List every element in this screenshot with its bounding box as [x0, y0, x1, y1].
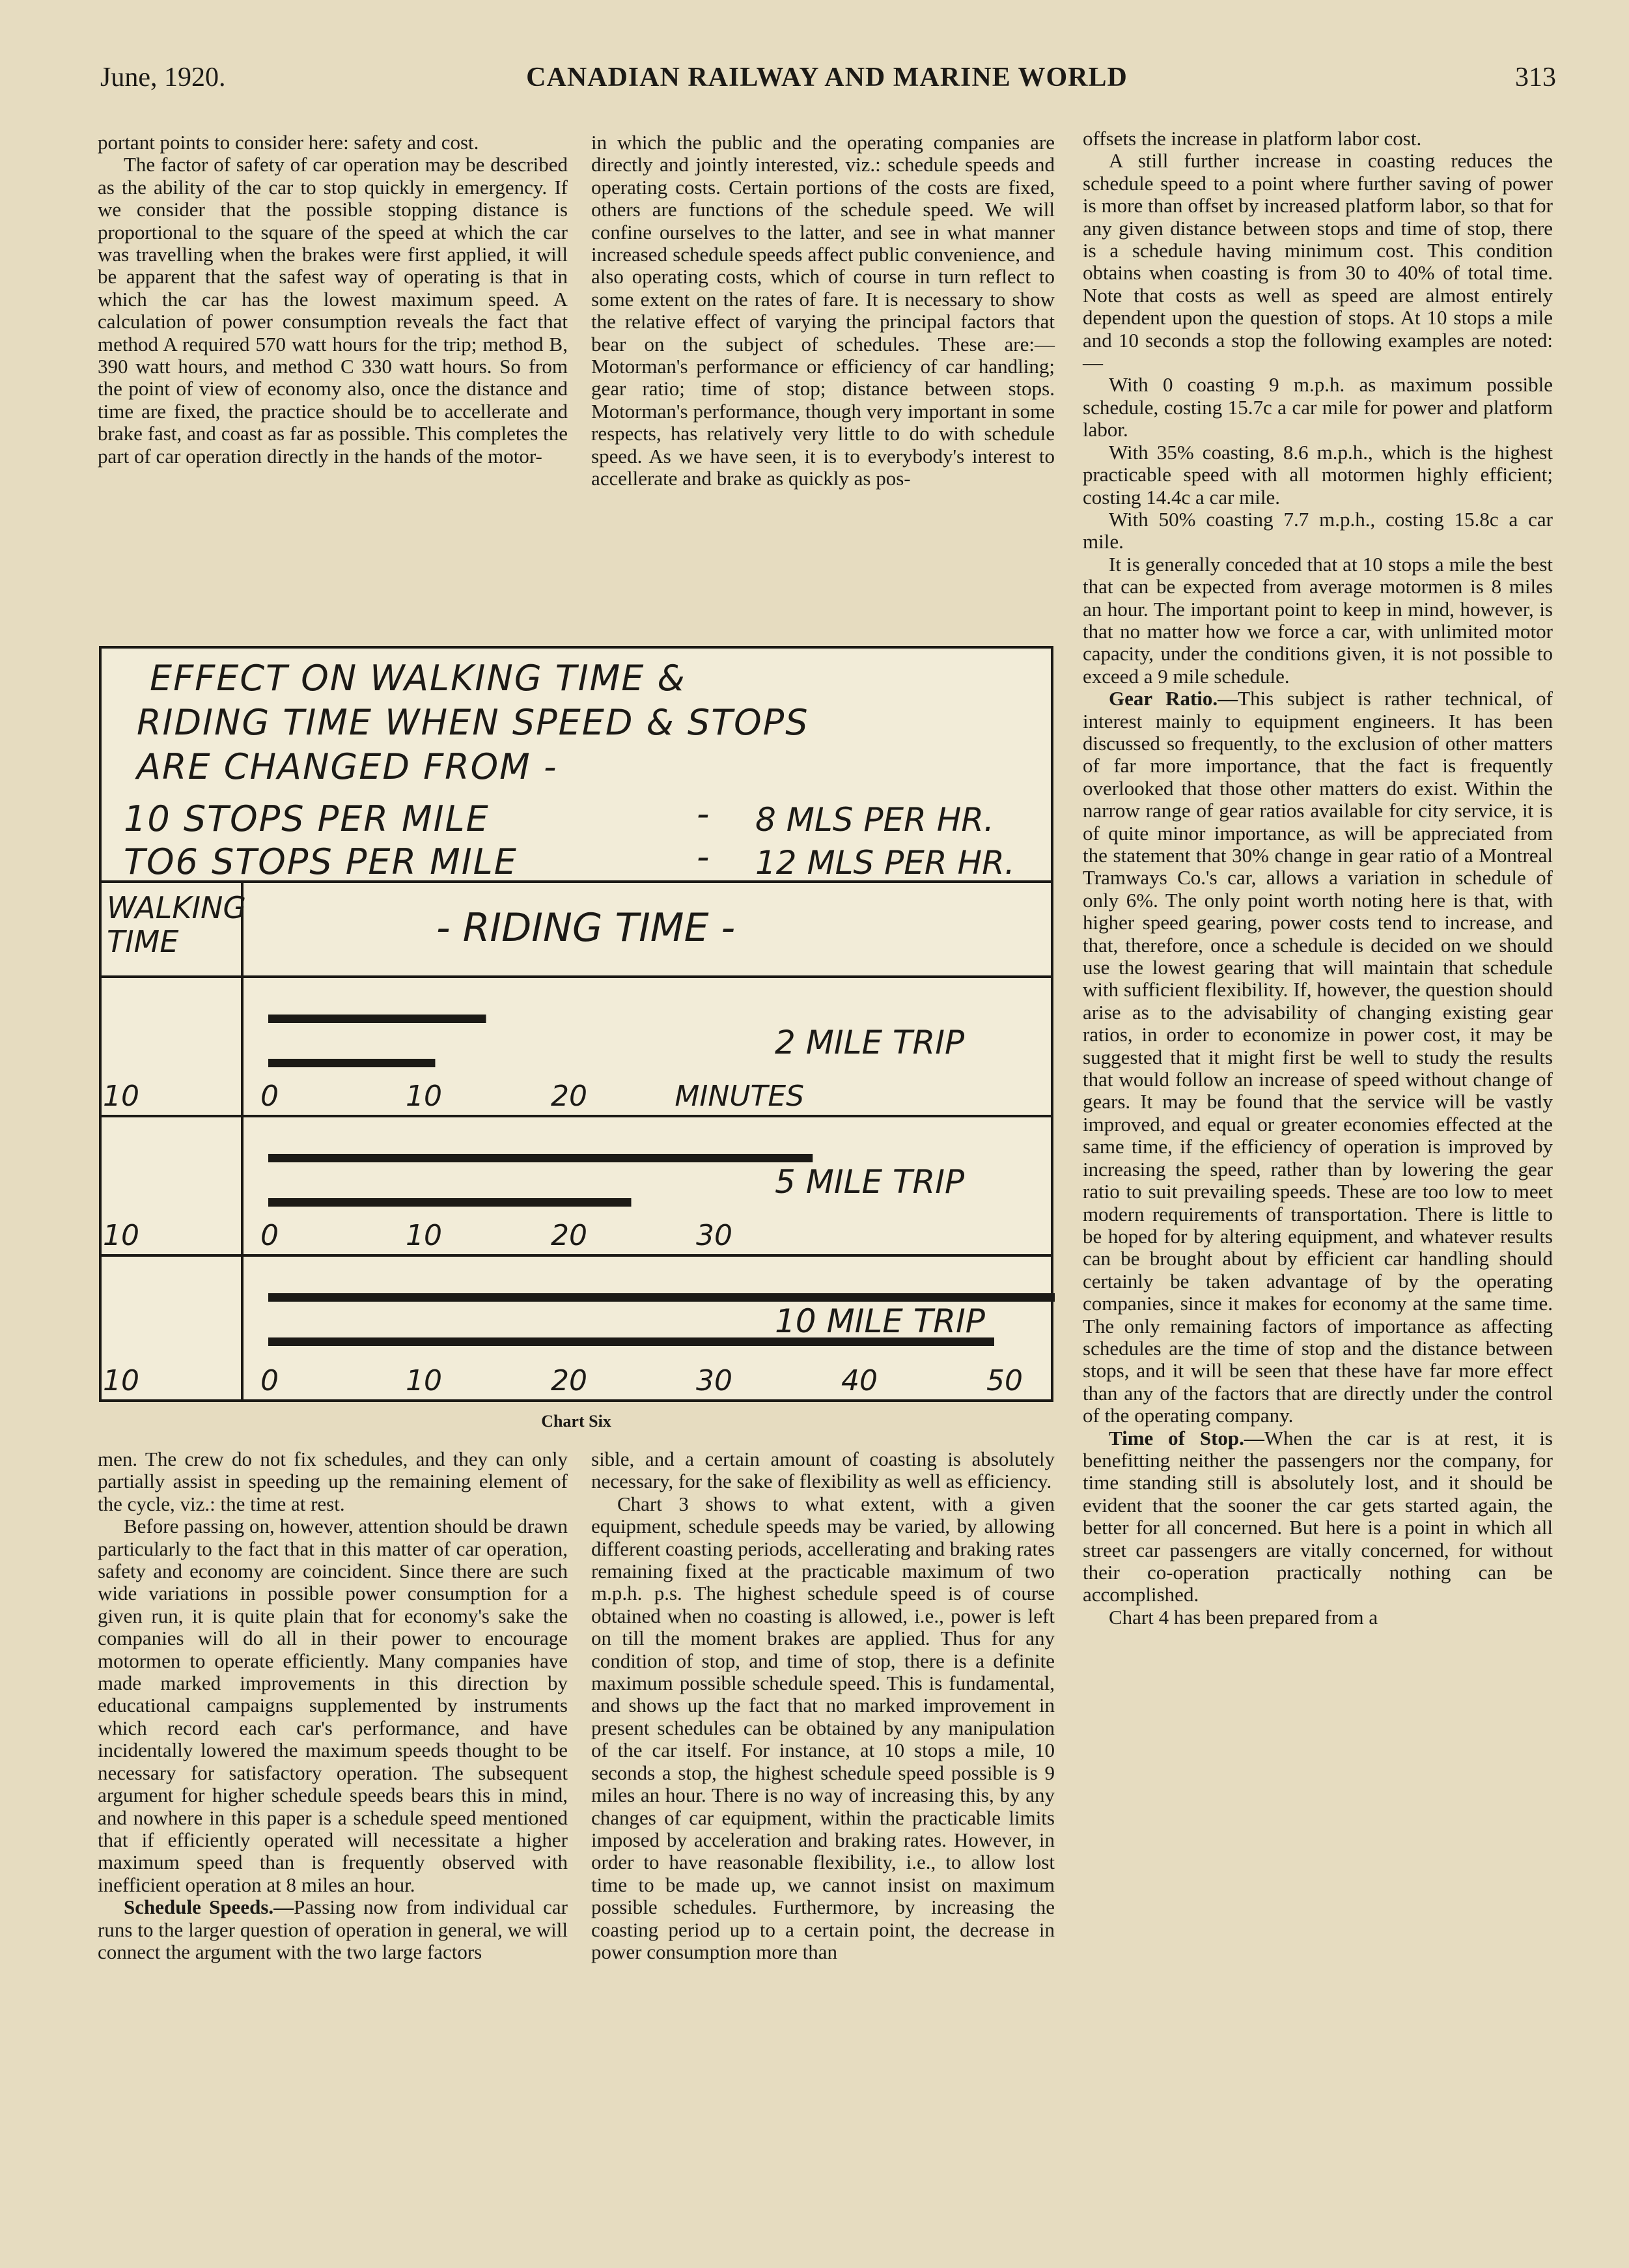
walking-label: TIME — [107, 924, 179, 959]
column-1-top — [98, 132, 568, 468]
trip-label: 5 MILE TRIP — [775, 1163, 965, 1201]
riding-label: - RIDING TIME - — [436, 905, 736, 951]
axis-tick-label: 0 — [260, 1080, 279, 1113]
paragraph-text: This subject is rather technical, of interest mainly to equipment engineers. It has been discussed so frequently, to the exclusion of other matters of far more importance, that the fact is frequently overlooked that those other matters do exist. Within the narrow range of gear ratios available for city service, it is of quite minor importance, as will be appreciated from the statement that 30% change in gear ratio of a Montreal Tramways Co.'s car, allows a variation in schedule of only 6%. The only point worth noting here is that, with higher speed gearing, power costs tend to increase, and that, therefore, once a schedule is decided on we should use the lowest gearing that will maintain that schedule with sufficient flexibility. If, however, the question should arise as to the advisability of changing existing gear ratios, in order to economize in power cost, it may be suggested that it might first be well to study the results that would follow an increase of speed without change of gears. It may be found that the service will be vastly improved, and equal or greater economies effected at the same time, if the efficiency of operation is improved by increasing the speed, rather than by lowering the gear ratio to suit prevailing speeds. These are too low to meet modern requirements of transportation. There is little to be hoped for by altering equipment, and whatever results can be brought about by efficient car handling should certainly be taken advantage of by the operating companies, since it makes for economy at the same time. The only remaining factors of importance as affecting schedules are the time of stop and the distance between stops, and it will be seen that these have far more effect than any of the factors that are directly under the control of the operating company. — [1083, 687, 1553, 1427]
condition-speed: 12 MLS PER HR. — [755, 844, 1015, 882]
column-2-top — [591, 132, 1055, 490]
page-number: 313 — [1515, 63, 1556, 92]
paragraph-text: It is generally conceded that at 10 stops a mile the best that can be expected from average motormen is 8 miles an hour. The important point to keep in mind, however, is that no matter how we force a car, with unlimited motor capacity, under the conditions given, it is not possible to exceed a 9 mile schedule. — [1083, 552, 1553, 688]
section-heading: Time of Stop.— — [1109, 1426, 1264, 1449]
paragraph-text: With 35% coasting, 8.6 m.p.h., which is the highest practicable speed with all motormen highly efficient; costing 14.4c a car mile. — [1083, 440, 1553, 509]
chart-caption: Chart Six — [541, 1412, 611, 1431]
paragraph — [1083, 441, 1553, 509]
axis-tick-label: 20 — [551, 1364, 587, 1397]
condition-stops: 10 STOPS PER MILE — [124, 798, 490, 839]
paragraph-text: Chart 3 shows to what extent, with a given equipment, schedule speeds may be varied, by allowing different coasting periods, accellerating and braking rates remaining fixed at the practicable maximum of two m.p.h. p.s. The highest schedule speed is of course obtained when no coasting is allowed, i.e., power is left on till the moment brakes are applied. Thus for any condition of stop, and time of stop, there is a definite maximum possible schedule speed. This is fundamental, and shows up the fact that no marked improvement in present schedules can be obtained by any manipulation of the car itself. For instance, at 10 stops a mile, 10 seconds a stop, the highest schedule speed possible is 9 miles an hour. There is no way of increasing this, by any changes of car equipment, within the practicable limits imposed by acceleration and braking rates. However, in order to have reasonable flexibility, i.e., to allow lost time to be made up, we cannot insist on maximum possible schedules. Furthermore, by increasing the coasting period up to a certain point, the decrease in power consumption more than — [591, 1492, 1055, 1963]
paragraph — [98, 1896, 568, 1963]
paragraph — [98, 1448, 568, 1515]
paragraph: portant points to consider here: safety and cost. — [98, 131, 479, 154]
axis-tick-label: 20 — [551, 1219, 587, 1252]
walking-label: WALKING — [107, 890, 247, 925]
paragraph-text: men. The crew do not fix schedules, and they can only partially assist in speeding up the remaining element of the cycle, viz.: the time at rest. — [98, 1448, 568, 1515]
paragraph-text: sible, and a certain amount of coasting is absolutely necessary, for the sake of flexibility as well as efficiency. — [591, 1448, 1055, 1493]
chart-six — [98, 645, 1055, 1403]
chart-title-line: RIDING TIME WHEN SPEED & STOPS — [137, 702, 809, 743]
trip-label: 2 MILE TRIP — [775, 1024, 965, 1061]
paragraph-text: When the car is at rest, it is benefitting neither the passengers nor the company, for time standing still is absolutely lost, and it should be evident that the sooner the car gets started again, the better for all concerned. But here is a point in which all street car passengers are vitally concerned, for without their co-operation practically nothing can be accomplished. — [1083, 1426, 1553, 1606]
paragraph-text: With 0 coasting 9 m.p.h. as maximum possible schedule, costing 15.7c a car mile for power and platform labor. — [1083, 373, 1553, 441]
axis-tick-label: 30 — [696, 1219, 732, 1252]
condition-stops: TO6 STOPS PER MILE — [124, 841, 518, 882]
paragraph — [1083, 688, 1553, 1427]
riding-time-bar — [268, 1198, 632, 1207]
journal-title: CANADIAN RAILWAY AND MARINE WORLD — [526, 63, 1128, 92]
paragraph-text: offsets the increase in platform labor cost. — [1083, 127, 1422, 150]
axis-tick-label: 40 — [841, 1364, 878, 1397]
walking-tick-label: 10 — [103, 1080, 139, 1113]
paragraph — [1083, 1606, 1553, 1629]
paragraph-text: Chart 4 has been prepared from a — [1109, 1605, 1378, 1629]
column-2-bottom — [591, 1448, 1055, 1963]
axis-tick-label: 50 — [986, 1364, 1023, 1397]
paragraph: in which the public and the operating companies are directly and jointly interested, viz.: schedule speeds and operating costs. Certain portions of the costs are fixed, others are functions of the schedule speed. We will confine ourselves to the latter, and see in what manner increased schedule speeds affect public convenience, and also operating costs, which of course in turn reflect to some extent on the rates of fare. It is necessary to show the relative effect of varying the principal factors that bear on the subject of schedules. These are:— Motorman's performance or efficiency of car handling; gear ratio; time of stop; distance between stops. Motorman's performance, though very important in some respects, has relatively very little to do with schedule speed. As we have seen, it is to everybody's interest to accellerate and brake as quickly as pos- — [591, 131, 1055, 490]
column-1-bottom — [98, 1448, 568, 1963]
riding-time-bar — [268, 1059, 435, 1067]
issue-date: June, 1920. — [100, 63, 226, 92]
paragraph — [1083, 1427, 1553, 1606]
axis-tick-label: 30 — [696, 1364, 732, 1397]
paragraph: The factor of safety of car operation may be described as the ability of the car to stop quickly in emergency. If we consider that the possible stopping distance is proportional to the square of the speed at which the car was travelling when the brakes were first applied, it will be apparent that the safest way of operating is that in which the car has the lowest maximum speed. A calculation of power consumption reveals the fact that method A required 570 watt hours for the trip; method B, 390 watt hours, and method C 330 watt hours. So from the point of view of economy also, once the distance and time are fixed, the practice should be to accellerate and brake fast, and coast as far as possible. This completes the part of car operation directly in the hands of the motor- — [98, 153, 568, 468]
paragraph-text: Passing now from individual car runs to the larger question of operation in general, we will connect the argument with the two large factors — [98, 1896, 568, 1963]
trip-label: 10 MILE TRIP — [775, 1302, 985, 1340]
riding-time-bar — [268, 1293, 1055, 1302]
riding-time-bar — [268, 1154, 813, 1162]
paragraph — [591, 1493, 1055, 1964]
paragraph-text: With 50% coasting 7.7 m.p.h., costing 15.8c a car mile. — [1083, 507, 1553, 553]
paragraph — [1083, 509, 1553, 553]
paragraph — [1083, 553, 1553, 688]
section-heading: Gear Ratio.— — [1109, 687, 1238, 710]
section-heading: Schedule Speeds.— — [124, 1896, 294, 1919]
axis-tick-label: 0 — [260, 1364, 279, 1397]
paragraph — [1083, 150, 1553, 374]
riding-time-bar — [268, 1015, 486, 1023]
paragraph — [98, 1515, 568, 1896]
paragraph — [591, 1448, 1055, 1493]
chart-title-line: ARE CHANGED FROM - — [137, 746, 558, 787]
axis-tick-label: 10 — [406, 1364, 442, 1397]
axis-tick-label: 10 — [406, 1219, 442, 1252]
axis-tick-label: 0 — [260, 1219, 279, 1252]
paragraph-text: Before passing on, however, attention should be drawn particularly to the fact that in this matter of car operation, safety and economy are coincident. Since there are such wide variations in possible power consumption for a given run, it is quite plain that for economy's sake the companies will do all in their power to encourage motormen to operate efficiently. Many companies have made marked improvements in this direction by educational campaigns supplemented by instruments which record each car's performance, and have incidentally lowered the maximum speeds thought to be necessary for satisfactory operation. The subsequent argument for higher schedule speeds bears this in mind, and nowhere in this paper is a schedule speed mentioned that if efficiently operated will necessitate a higher maximum speed than is frequently observed with inefficient operation at 8 miles an hour. — [98, 1515, 568, 1896]
column-3 — [1083, 128, 1553, 1629]
axis-tick-label: 20 — [551, 1080, 587, 1113]
condition-speed: 8 MLS PER HR. — [755, 801, 994, 839]
page-header — [98, 62, 1556, 107]
axis-tick-label: 10 — [406, 1080, 442, 1113]
paragraph — [1083, 374, 1553, 441]
paragraph — [1083, 128, 1553, 150]
axis-unit-label: MINUTES — [675, 1080, 805, 1113]
walking-tick-label: 10 — [103, 1364, 139, 1397]
walking-tick-label: 10 — [103, 1219, 139, 1252]
paragraph-text: A still further increase in coasting reduces the schedule speed to a point where further saving of power is more than offset by increased platform labor, so that for any given distance between stops and time of stop, there is a schedule having minimum cost. This condition obtains when coasting is from 30 to 40% of total time. Note that costs as well as speed are almost entirely dependent upon the question of stops. At 10 stops a mile and 10 seconds a stop the following examples are noted:— — [1083, 149, 1553, 374]
condition-dash: - — [697, 836, 710, 877]
condition-dash: - — [697, 793, 710, 834]
chart-title-line: EFFECT ON WALKING TIME & — [150, 658, 686, 699]
